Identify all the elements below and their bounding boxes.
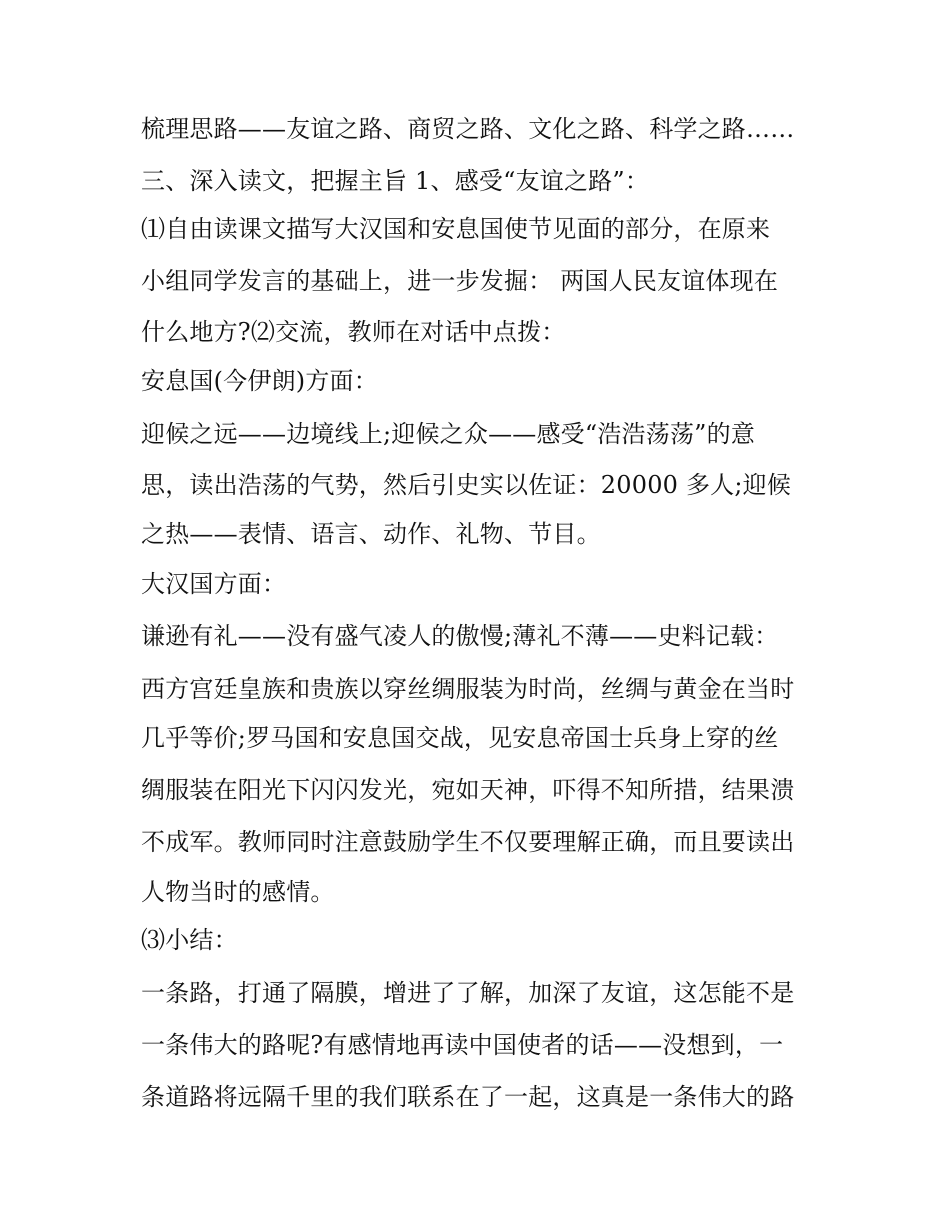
text-line-4: 小组同学发言的基础上，进一步发掘： 两国人民友谊体现在	[141, 267, 779, 295]
text-line-17: ⑶小结：	[141, 926, 238, 954]
text-line-2: 三、深入读文，把握主旨 1、感受“友谊之路”：	[141, 167, 650, 195]
text-line-13: 几乎等价;罗马国和安息国交战，见安息帝国士兵身上穿的丝	[141, 724, 779, 752]
text-line-3: ⑴自由读课文描写大汉国和安息国使节见面的部分，在原来	[141, 215, 771, 243]
text-line-14: 绸服装在阳光下闪闪发光，宛如天神，吓得不知所措，结果溃	[141, 776, 795, 804]
text-line-8: 思，读出浩荡的气势，然后引史实以佐证：20000 多人;迎候	[141, 471, 792, 499]
text-line-5: 什么地方?⑵交流，教师在对话中点拨：	[141, 318, 566, 346]
text-line-1: 梳理思路——友谊之路、商贸之路、文化之路、科学之路……	[141, 115, 795, 143]
text-line-20: 条道路将远隔千里的我们联系在了一起，这真是一条伟大的路	[141, 1083, 795, 1111]
text-line-16: 人物当时的感情。	[141, 878, 335, 906]
text-line-12: 西方宫廷皇族和贵族以穿丝绸服装为时尚，丝绸与黄金在当时	[141, 675, 795, 703]
text-line-18: 一条路，打通了隔膜，增进了了解，加深了友谊，这怎能不是	[141, 979, 795, 1007]
text-line-15: 不成军。教师同时注意鼓励学生不仅要理解正确，而且要读出	[141, 828, 795, 856]
text-line-6: 安息国(今伊朗)方面：	[141, 367, 378, 395]
text-line-19: 一条伟大的路呢?有感情地再读中国使者的话——没想到，一	[141, 1031, 784, 1059]
text-line-11: 谦逊有礼——没有盛气凌人的傲慢;薄礼不薄——史料记载：	[141, 622, 779, 650]
text-line-9: 之热——表情、语言、动作、礼物、节目。	[141, 520, 601, 548]
text-line-7: 迎候之远——边境线上;迎候之众——感受“浩浩荡荡”的意	[141, 420, 756, 448]
text-line-10: 大汉国方面：	[141, 570, 287, 598]
